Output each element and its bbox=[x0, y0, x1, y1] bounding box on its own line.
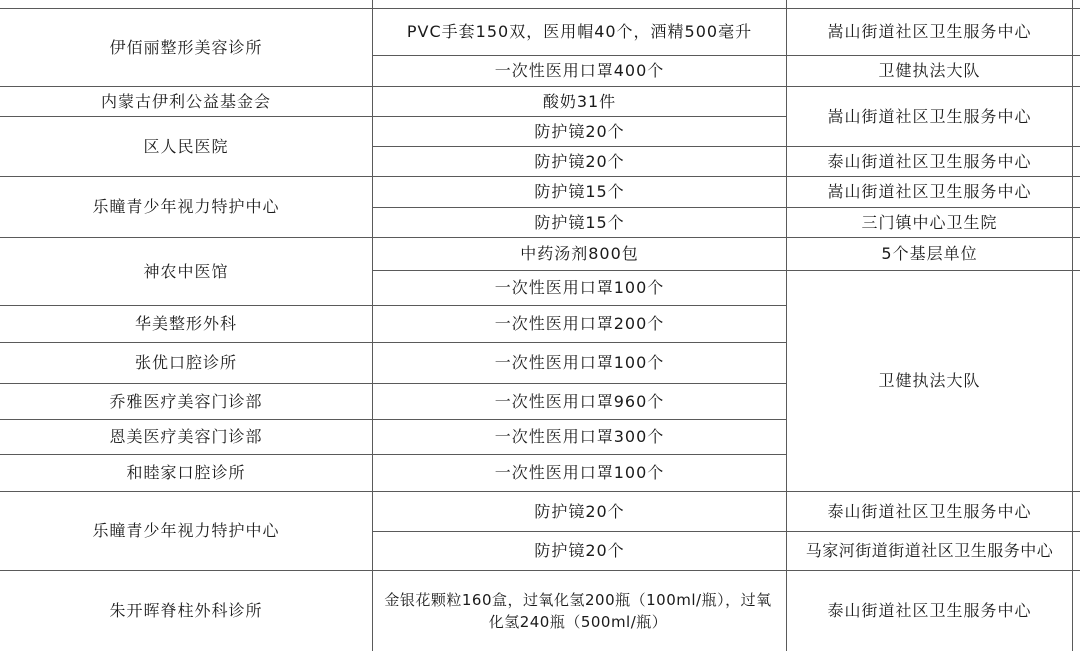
item-cell: 一次性医用口罩400个 bbox=[494, 61, 665, 80]
org-cell: 伊佰丽整形美容诊所 bbox=[109, 37, 263, 57]
item-cell: 一次性医用口罩960个 bbox=[494, 391, 665, 411]
org-cell: 区人民医院 bbox=[143, 136, 229, 156]
org-cell: 乔雅医疗美容门诊部 bbox=[109, 391, 263, 411]
item-cell: 防护镜20个 bbox=[534, 121, 625, 141]
item-cell: 一次性医用口罩100个 bbox=[494, 278, 665, 297]
org-cell: 和睦家口腔诊所 bbox=[126, 463, 246, 482]
recipient-cell: 泰山街道社区卫生服务中心 bbox=[827, 601, 1032, 620]
org-cell: 神农中医馆 bbox=[143, 261, 229, 281]
item-cell: 酸奶31件 bbox=[542, 91, 617, 111]
recipient-cell: 泰山街道社区卫生服务中心 bbox=[827, 151, 1032, 171]
item-cell: 一次性医用口罩300个 bbox=[494, 427, 665, 446]
recipient-cell: 5个基层单位 bbox=[881, 244, 978, 263]
item-cell: PVC手套150双，医用帽40个，酒精500毫升 bbox=[406, 22, 753, 41]
item-cell: 一次性医用口罩100个 bbox=[494, 353, 665, 372]
recipient-cell: 马家河街道街道社区卫生服务中心 bbox=[805, 541, 1054, 560]
org-cell: 朱开晖脊柱外科诊所 bbox=[109, 601, 263, 620]
item-cell: 防护镜20个 bbox=[534, 541, 625, 560]
item-cell: 防护镜15个 bbox=[534, 182, 625, 201]
org-cell: 乐瞳青少年视力特护中心 bbox=[92, 521, 280, 540]
item-cell: 防护镜20个 bbox=[534, 151, 625, 171]
item-cell: 中药汤剂800包 bbox=[520, 244, 639, 263]
item-cell: 一次性医用口罩200个 bbox=[494, 314, 665, 333]
org-cell: 乐瞳青少年视力特护中心 bbox=[92, 197, 280, 216]
org-cell: 张优口腔诊所 bbox=[134, 353, 237, 372]
item-cell: 金银花颗粒160盒，过氧化氢200瓶（100ml/瓶），过氧化氢240瓶（500ml/瓶） bbox=[384, 591, 772, 631]
item-cell: 防护镜20个 bbox=[534, 501, 625, 521]
recipient-cell: 泰山街道社区卫生服务中心 bbox=[827, 501, 1032, 521]
recipient-cell: 嵩山街道社区卫生服务中心 bbox=[827, 182, 1032, 201]
org-cell: 华美整形外科 bbox=[134, 314, 237, 333]
item-cell: 一次性医用口罩100个 bbox=[494, 463, 665, 482]
recipient-cell: 卫健执法大队 bbox=[878, 371, 981, 390]
recipient-cell: 三门镇中心卫生院 bbox=[861, 212, 998, 232]
org-cell: 内蒙古伊利公益基金会 bbox=[100, 91, 271, 111]
column-line bbox=[1072, 0, 1073, 651]
org-cell: 恩美医疗美容门诊部 bbox=[109, 427, 263, 446]
recipient-cell: 卫健执法大队 bbox=[878, 61, 981, 80]
item-cell: 防护镜15个 bbox=[534, 212, 625, 232]
recipient-cell: 嵩山街道社区卫生服务中心 bbox=[827, 106, 1032, 126]
recipient-cell: 嵩山街道社区卫生服务中心 bbox=[827, 22, 1032, 41]
